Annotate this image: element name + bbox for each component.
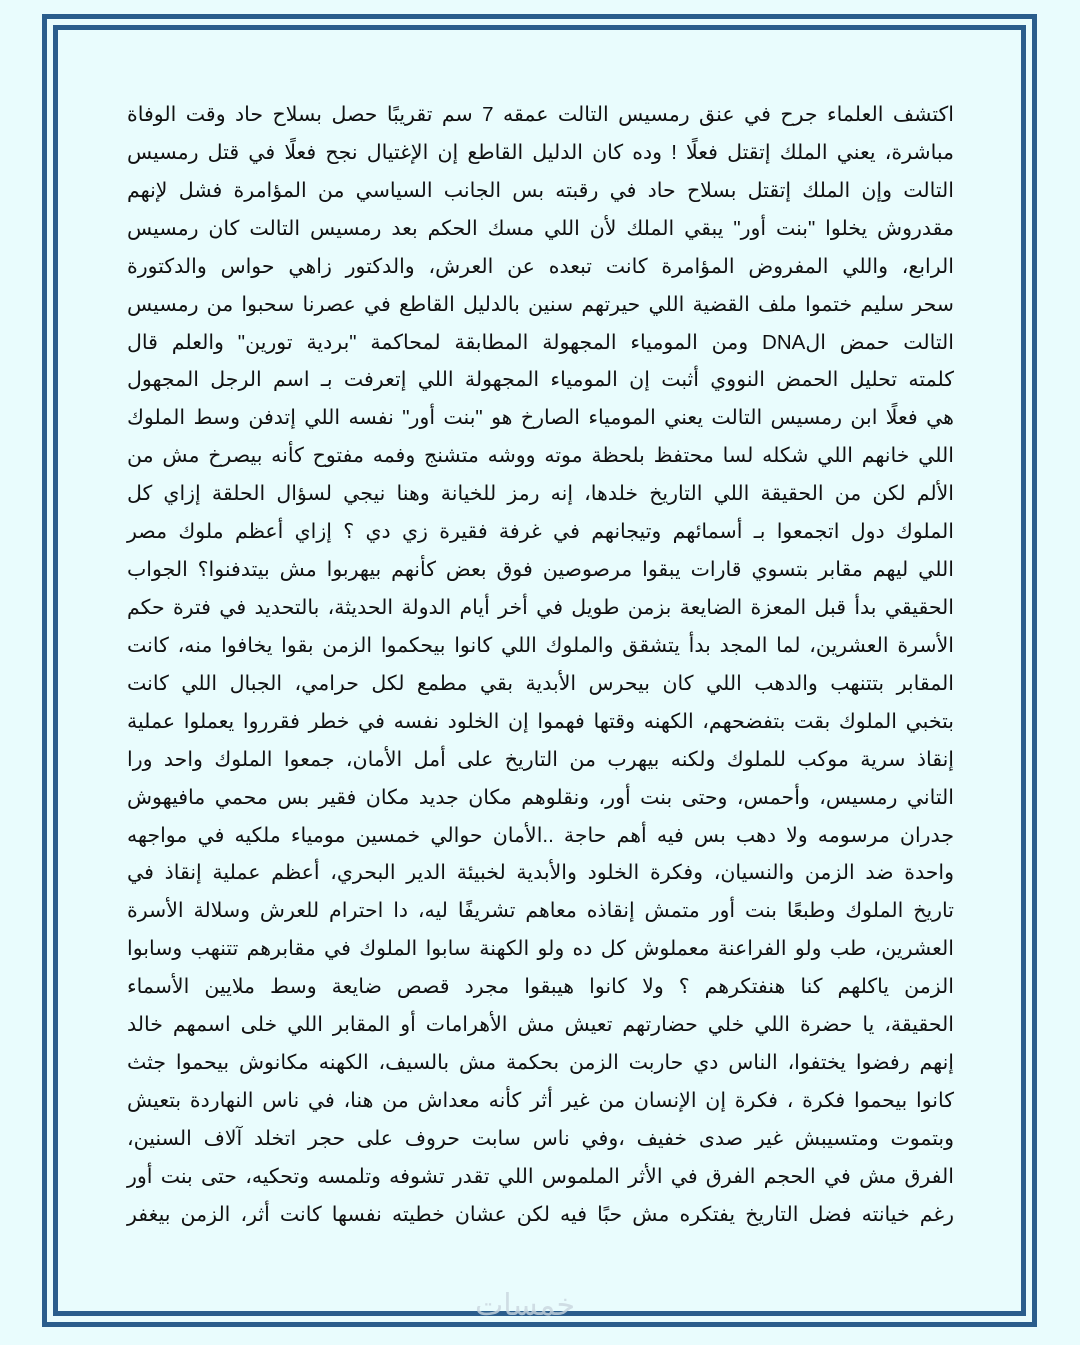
text-line: سحر سليم ختموا ملف القضية اللي حيرتهم سنين بالدليل القاطع في عصرنا سحبوا من رمسيس: [127, 292, 954, 316]
text-line: اللي خانهم اللي شكله لسا محتفظ بلحظة موته ووشه متشنج وفمه مفتوح كأنه بيصرخ مش من: [127, 444, 954, 468]
text-line: الألم لكن من الحقيقة اللي التاريخ خلدها، إنه رمز للخيانة وهنا نيجي لسؤال الحلقة إزاي كل: [127, 482, 954, 506]
text-line: جدران مرسومه ولا دهب بس فيه أهم حاجة ..الأمان حوالي خمسين مومياء ملكيه في مواجهه: [127, 823, 954, 847]
text-line: بتخبي الملوك بقت بتفضحهم، الكهنه وقتها فهموا إن الخلود نفسه في خطر فقرروا يعملوا عملية: [127, 709, 954, 733]
text-line: مقدروش يخلوا "بنت أور" يبقي الملك لأن اللي مسك الحكم بعد رمسيس التالت كان رمسيس: [127, 216, 954, 240]
text-line: إنهم رفضوا يختفوا، الناس دي حاربت الزمن بحكمة مش بالسيف، الكهنه مكانوش بيحموا جثث: [127, 1051, 954, 1075]
text-line: مباشرة، يعني الملك إتقتل فعلًا ! وده كان الدليل القاطع إن الإغتيال نجح فعلًا في قتل رمسيس: [127, 140, 954, 164]
text-line: وبتموت ومتسيبش غير صدى خفيف ،وفي ناس سابت حروف على حجر اتخلد آلاف السنين،: [127, 1126, 954, 1150]
text-line: الملوك دول اتجمعوا بـ أسمائهم وتيجانهم في غرفة فقيرة زي دي ؟ إزاي أعظم ملوك مصر: [127, 520, 954, 544]
text-line: الرابع، واللي المفروض المؤامرة كانت تبعده عن العرش، والدكتور زاهي حواس والدكتورة: [127, 254, 954, 278]
text-line: رغم خيانته فضل التاريخ يفتكره مش حبًا فيه لكن عشان خطيته نفسها كانت أثر، الزمن بيغفر: [127, 1202, 954, 1226]
text-line: اكتشف العلماء جرح في عنق رمسيس التالت عمقه 7 سم تقريبًا حصل بسلاح حاد وقت الوفاة: [127, 103, 954, 126]
text-line: الأسرة العشرين، لما المجد بدأ يتشقق والملوك اللي كانوا بيحكموا الزمن بقوا يخافوا منه، كانت: [127, 633, 954, 657]
text-line: العشرين، طب ولو الفراعنة معملوش كل ده ولو الكهنة سابوا الملوك في مقابرهم تتنهب وسابوا: [127, 937, 954, 961]
text-line: واحدة ضد الزمن والنسيان، وفكرة الخلود والأبدية لخبيئة الدير البحري، أعظم عملية إنقاذ في: [127, 861, 954, 885]
text-line: الزمن ياكلهم كنا هنفتكرهم ؟ ولا كانوا هيبقوا مجرد قصص ضايعة وسط ملايين الأسماء: [127, 975, 954, 999]
text-line: كانوا بيحموا فكرة ، فكرة إن الإنسان من غير أثر كأنه معداش من هنا، في ناس النهاردة بتعيش: [127, 1088, 954, 1112]
text-line: هي فعلًا ابن رمسيس التالت يعني المومياء الصارخ هو "بنت أور" نفسه اللي إتدفن وسط الملوك: [127, 406, 954, 430]
text-line: اللي ليهم مقابر بتسوي قارات يبقوا مرصوصين فوق بعض كأنهم بيهربوا مش بيتدفنوا؟ الجواب: [127, 558, 954, 582]
watermark: خمسات: [475, 1288, 576, 1323]
text-line: تاريخ الملوك وطبعًا بنت أور متمش إنقاذه معاهم تشريفًا ليه، دا احترام للعرش وسلالة الأسرة: [127, 899, 954, 923]
text-line: التالت وإن الملك إتقتل بسلاح حاد في رقبته بس الجانب السياسي من المؤامرة فشل لإنهم: [127, 178, 954, 202]
text-line: الحقيقة، يا حضرة اللي خلي حضارتهم تعيش مش الأهرامات أو المقابر اللي خلى اسمهم خالد: [127, 1013, 954, 1037]
text-line: التالت حمض الDNA ومن المومياء المجهولة المطابقة لمحاكمة "بردية تورين" والعلم قال: [127, 330, 954, 354]
text-line: إنقاذ سرية موكب للملوك ولكنه بيهرب من التاريخ على أمل الأمان، جمعوا الملوك واحد ورا: [127, 747, 954, 771]
article-body: [127, 96, 954, 1234]
text-line: الفرق مش في الحجم الفرق في الأثر الملموس اللي تقدر تشوفه وتلمسه وتحكيه، حتى بنت أور: [127, 1164, 954, 1188]
text-line: كلمته تحليل الحمض النووي أثبت إن المومياء المجهولة اللي إتعرفت بـ اسم الرجل المجهول: [127, 368, 954, 392]
text-line: التاني رمسيس، وأحمس، وحتى بنت أور، ونقلوهم مكان جديد مكان فقير بس محمي مافيهوش: [127, 785, 954, 809]
text-line: المقابر بتتنهب والدهب اللي كان بيحرس الأبدية بقي مطمع لكل حرامي، الجبال اللي كانت: [127, 671, 954, 695]
text-line: الحقيقي بدأ قبل المعزة الضايعة بزمن طويل في أخر أيام الدولة الحديثة، بالتحديد في فترة حكم: [127, 595, 954, 619]
